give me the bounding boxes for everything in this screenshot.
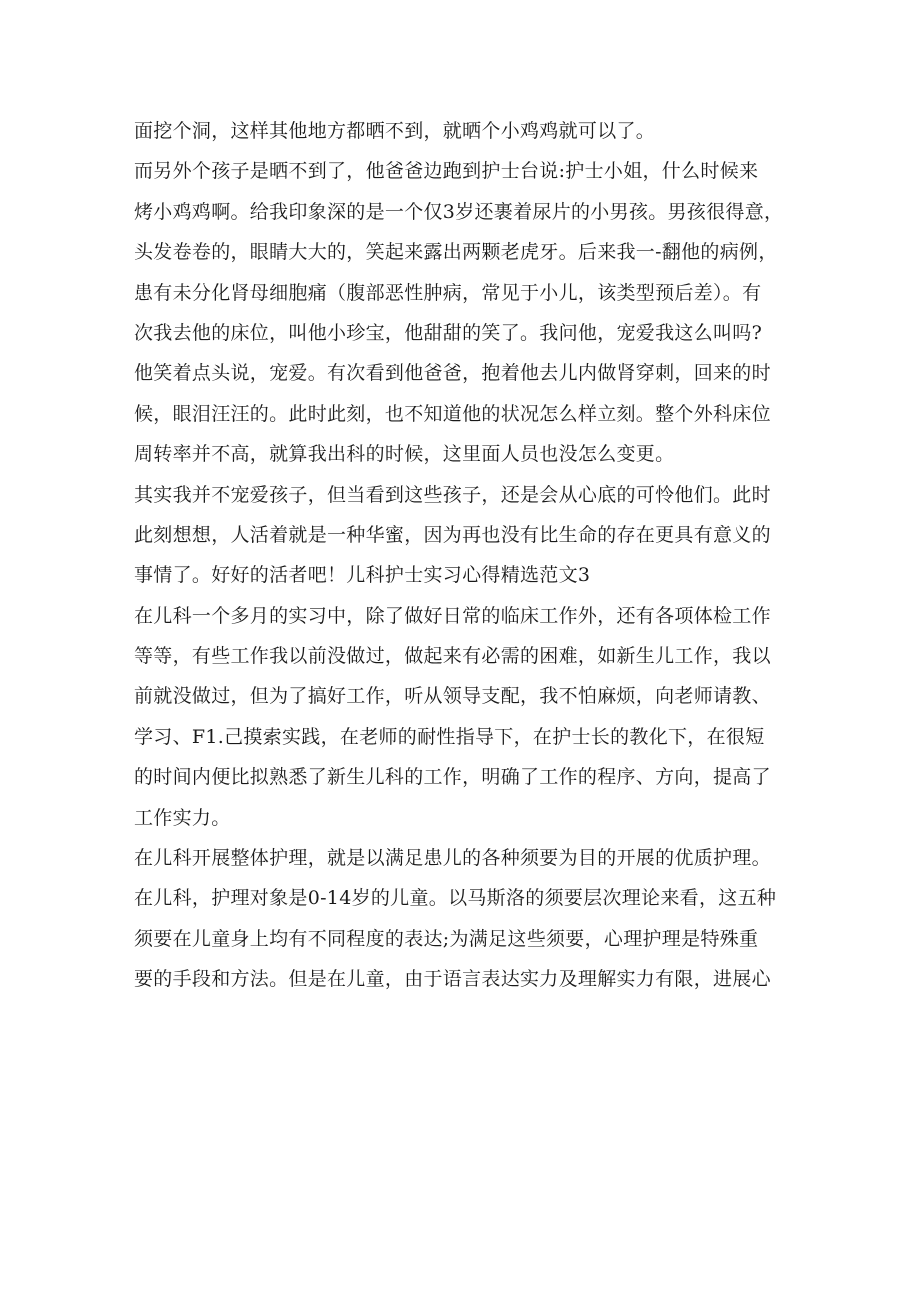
text-line: 在儿科，护理对象是0-14岁的儿童。以马斯洛的须要层次理论来看，这五种 [134,887,777,910]
text-line: 此刻想想，人活着就是一种华蜜，因为再也没有比生命的存在更具有意义的 [134,523,771,546]
text-line: 其实我并不宠爱孩子，但当看到这些孩子，还是会从心底的可怜他们。此时 [134,483,771,506]
document-body [134,111,794,1000]
text-line: 要的手段和方法。但是在儿童，由于语言表达实力及理解实力有限，进展心 [134,968,771,991]
text-line: 患有未分化肾母细胞痛（腹部恶性肿病，常见于小儿，该类型预后差）。有 [134,281,762,304]
text-line: 头发卷卷的，眼睛大大的，笑起来露出两颗老虎牙。后来我一-翻他的病例， [134,241,778,264]
text-line: 等等，有些工作我以前没做过，做起来有必需的困难，如新生儿工作，我以 [134,645,771,668]
text-line: 在儿科一个多月的实习中，除了做好日常的临床工作外，还有各项体检工作 [134,604,771,627]
text-line: 候，眼泪汪汪的。此时此刻，也不知道他的状况怎么样立刻。整个外科床位 [134,402,771,425]
text-line: 周转率并不高，就算我出科的时候，这里面人员也没怎么变更。 [134,443,675,466]
text-line: 的时间内便比拟熟悉了新生儿科的工作，明确了工作的程序、方向，提高了 [134,766,771,789]
text-line: 前就没做过，但为了搞好工作，听从领导支配，我不怕麻烦，向老师请教、 [134,685,771,708]
text-line: 他笑着点头说，宠爱。有次看到他爸爸，抱着他去儿内做肾穿刺，回来的时 [134,362,771,385]
text-line: 面挖个洞，这样其他地方都晒不到，就晒个小鸡鸡就可以了。 [134,120,656,142]
text-line: 学习、F1.己摸索实践，在老师的耐性指导下，在护士长的教化下，在很短 [134,725,765,748]
text-line: 烤小鸡鸡啊。给我印象深的是一个仅3岁还裹着尿片的小男孩。男孩很得意， [134,200,784,223]
text-line: 次我去他的床位，叫他小珍宝，他甜甜的笑了。我问他，宠爱我这么叫吗? [134,321,763,344]
text-line: 须要在儿童身上均有不同程度的表达;为满足这些须要，心理护理是特殊重 [134,927,759,950]
text-line: 而另外个孩子是晒不到了，他爸爸边跑到护士台说:护士小姐，什么时候来 [134,160,759,183]
text-line: 事情了。好好的活者吧！儿科护士实习心得精选范文3 [134,564,591,587]
text-line: 工作实力。 [134,806,231,829]
text-line: 在儿科开展整体护理，就是以满足患儿的各种须要为目的开展的优质护理。 [134,847,771,870]
